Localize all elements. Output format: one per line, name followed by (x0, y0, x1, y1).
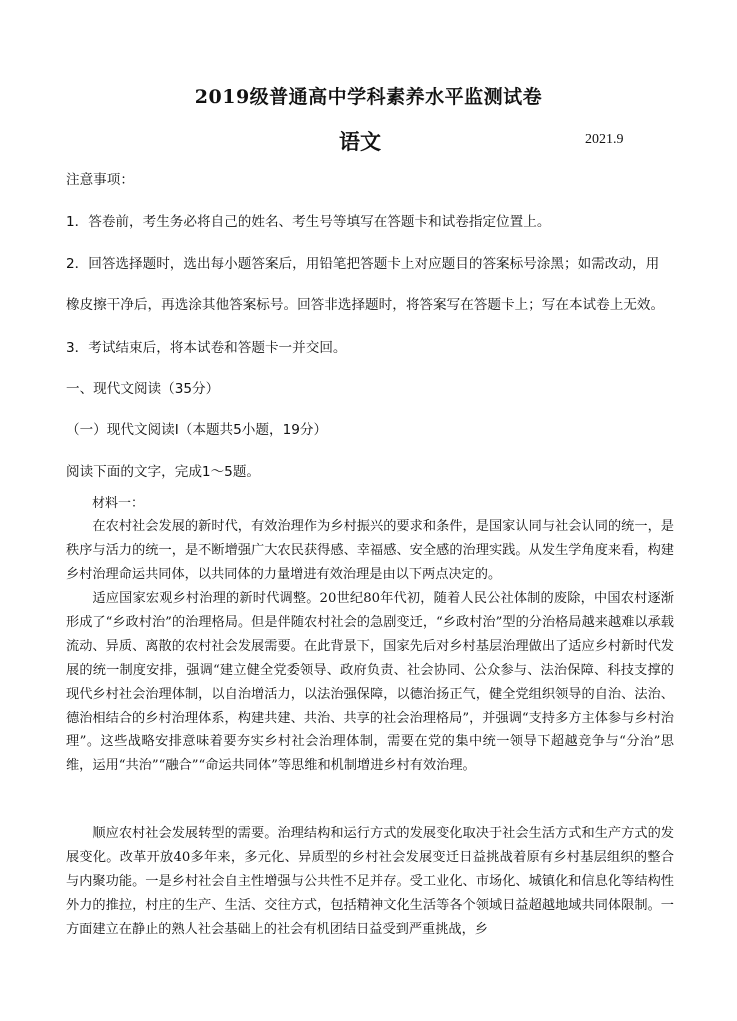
material-label: 材料一： (92, 496, 145, 511)
section-subheading: （一）现代文阅读Ⅰ（本题共5小题，19分） (66, 422, 328, 438)
material-paragraph-1: 在农村社会发展的新时代，有效治理作为乡村振兴的要求和条件，是国家认同与社会认同的统一，是秩序与活力的统一，是不断增强广大农民获得感、幸福感、安全感的治理实践。从发生学角度来看，构建乡村治理命运共同体，以共同体的力量增进有效治理是由以下两点决定的。 (66, 519, 674, 582)
section-heading: 一、现代文阅读（35分） (66, 381, 220, 397)
notice-item-2-line-2: 橡皮擦干净后，再选涂其他答案标号。回答非选择题时，将答案写在答题卡上；写在本试卷上无效。 (66, 297, 665, 313)
material-paragraph-3: 顺应农村社会发展转型的需要。治理结构和运行方式的发展变化取决于社会生活方式和生产方式的发展变化。改革开放40多年来，多元化、异质型的乡村社会发展变迁日益挑战着原有乡村基层组织的整合与内聚功能。一是乡村社会自主性增强与公共性不足并存。受工业化、市场化、城镇化和信息化等结构性外力的推拉，村庄的生产、生活、交往方式，包括精神文化生活等各个领域日益超越地域共同体限制。一方面建立在静止的熟人社会基础上的社会有机团结日益受到严重挑战，乡 (66, 826, 674, 937)
material-paragraph-2: 适应国家宏观乡村治理的新时代调整。20世纪80年代初，随着人民公社体制的废除，中国农村逐渐形成了“乡政村治”的治理格局。但是伴随农村社会的急剧变迁，“乡政村治”型的分治格局越来越难以承载流动、异质、离散的农村社会发展需要。在此背景下，国家先后对乡村基层治理做出了适应乡村新时代发展的统一制度安排，强调“建立健全党委领导、政府负责、社会协同、公众参与、法治保障、科技支撑的现代乡村社会治理体制，以自治增活力，以法治强保障，以德治扬正气，健全党组织领导的自治、法治、德治相结合的乡村治理体系，构建共建、共治、共享的社会治理格局”，并强调“支持多方主体参与乡村治理”。这些战略安排意味着要夯实乡村社会治理体制，需要在党的集中统一领导下超越竞争与“分治”思维，运用“共治”“融合”“命运共同体”等思维和机制增进乡村有效治理。 (66, 591, 674, 774)
reading-instruction: 阅读下面的文字，完成1～5题。 (66, 464, 261, 480)
notice-heading: 注意事项： (66, 172, 134, 188)
exam-title: 2019级普通高中学科素养水平监测试卷 (194, 86, 543, 108)
notice-item-3: 3．考试结束后，将本试卷和答题卡一并交回。 (66, 340, 347, 356)
notice-item-2-line-1: 2．回答选择题时，选出每小题答案后，用铅笔把答题卡上对应题目的答案标号涂黑；如需改动，用 (66, 256, 660, 272)
exam-date: 2021.9 (585, 132, 624, 147)
subject-label: 语文 (339, 129, 381, 154)
notice-item-1: 1．答卷前，考生务必将自己的姓名、考生号等填写在答题卡和试卷指定位置上。 (66, 214, 551, 230)
